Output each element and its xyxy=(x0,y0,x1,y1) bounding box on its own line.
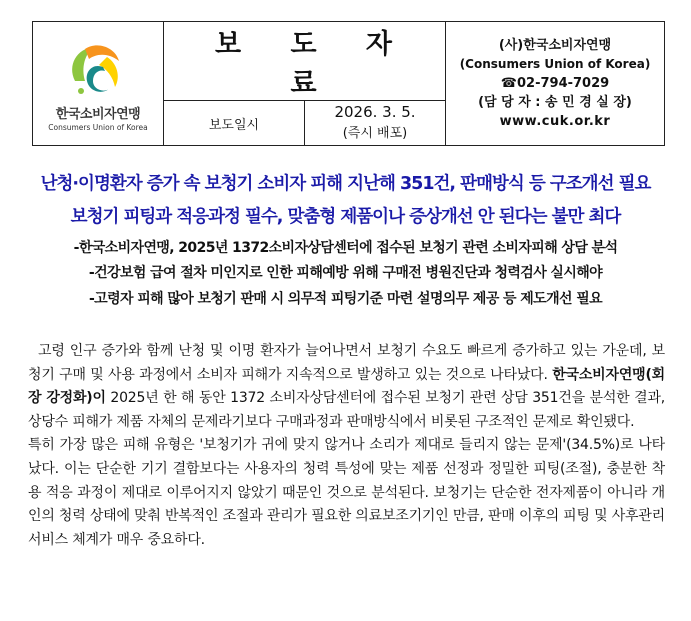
subhead-3: -고령자 피해 많아 보청기 판매 시 의무적 피팅기준 마련 설명의무 제공 등 제도개선 필요 xyxy=(88,291,603,307)
paragraph-2: 특히 가장 많은 피해 유형은 '보청기가 귀에 맞지 않거나 소리가 제대로 들리지 않는 문제'(34.5%)로 나타났다. 이는 단순한 기기 결함보다는 사용자의 청력 특성에 맞는 제품 선정과 정밀한 피팅(조절), 충분한 착용 적응 과정이 제대로 이루어지지 않았기 때문인 것으로 분석된다. 보청기는 단순한 전자제품이 아니라 개인의 청력 상태에 맞춰 반복적인 조절과 관리가 필요한 의료보조기기인 만큼, 판매 이후의 피팅 및 사후관리 서비스 체계가 매우 중요하다. xyxy=(28,437,665,548)
org-name: (사)한국소비자연맹 xyxy=(498,38,612,53)
paragraph-1-bold: 한국소비자연맹(회장 강정화)이 xyxy=(28,366,665,407)
logo-name: 한국소비자연맹 xyxy=(55,106,141,122)
org-info xyxy=(446,22,665,146)
subhead-2: -건강보험 급여 절차 미인지로 인한 피해예방 위해 구매전 병원진단과 청력검사 실시해야 xyxy=(88,265,603,281)
logo-cell xyxy=(33,22,164,146)
website: www.cuk.or.kr xyxy=(499,114,611,129)
header-table xyxy=(32,21,665,146)
date-label: 보도일시 xyxy=(164,101,305,146)
release-note: (즉시 배포) xyxy=(342,126,408,141)
subhead-1: -한국소비자연맹, 2025년 1372소비자상담센터에 접수된 보청기 관련 소비자피해 상담 분석 xyxy=(73,240,618,256)
paragraph-1-part-b: 2025년 한 해 동안 1372 소비자상담센터에 접수된 보청기 관련 상담 351건을 분석한 결과, 상당수 피해가 제품 자체의 문제라기보다 구매과정과 판매방식에서 비롯된 구조적인 문제로 확인됐다. xyxy=(28,390,665,430)
document-title: 보 도 자 료 xyxy=(164,22,446,101)
date-cell xyxy=(305,101,446,146)
paragraph-1 xyxy=(28,340,665,434)
consumers-union-logo-icon xyxy=(63,41,125,103)
phone-number: ☎02-794-7029 xyxy=(500,76,610,91)
logo xyxy=(33,29,163,139)
body-text xyxy=(28,340,665,552)
logo-subtitle: Consumers Union of Korea xyxy=(48,122,148,132)
headline-2: 보청기 피팅과 적응과정 필수, 맞춤형 제품이나 증상개선 안 된다는 불만 최다 xyxy=(70,207,621,227)
org-english-name: (Consumers Union of Korea) xyxy=(459,57,651,71)
headline-1: 난청·이명환자 증가 속 보청기 소비자 피해 지난해 351건, 판매방식 등 구조개선 필요 xyxy=(40,174,651,194)
contact-person: (담 당 자 : 송 민 경 실 장) xyxy=(478,95,632,110)
paragraph-1-part-a: 고령 인구 증가와 함께 난청 및 이명 환자가 늘어나면서 보청기 수요도 빠르게 증가하고 있는 가운데, 보청기 구매 및 사용 과정에서 소비자 피해가 지속적으로 발생하고 있는 것으로 나타났다. xyxy=(28,343,665,383)
release-date: 2026. 3. 5. xyxy=(334,103,416,121)
